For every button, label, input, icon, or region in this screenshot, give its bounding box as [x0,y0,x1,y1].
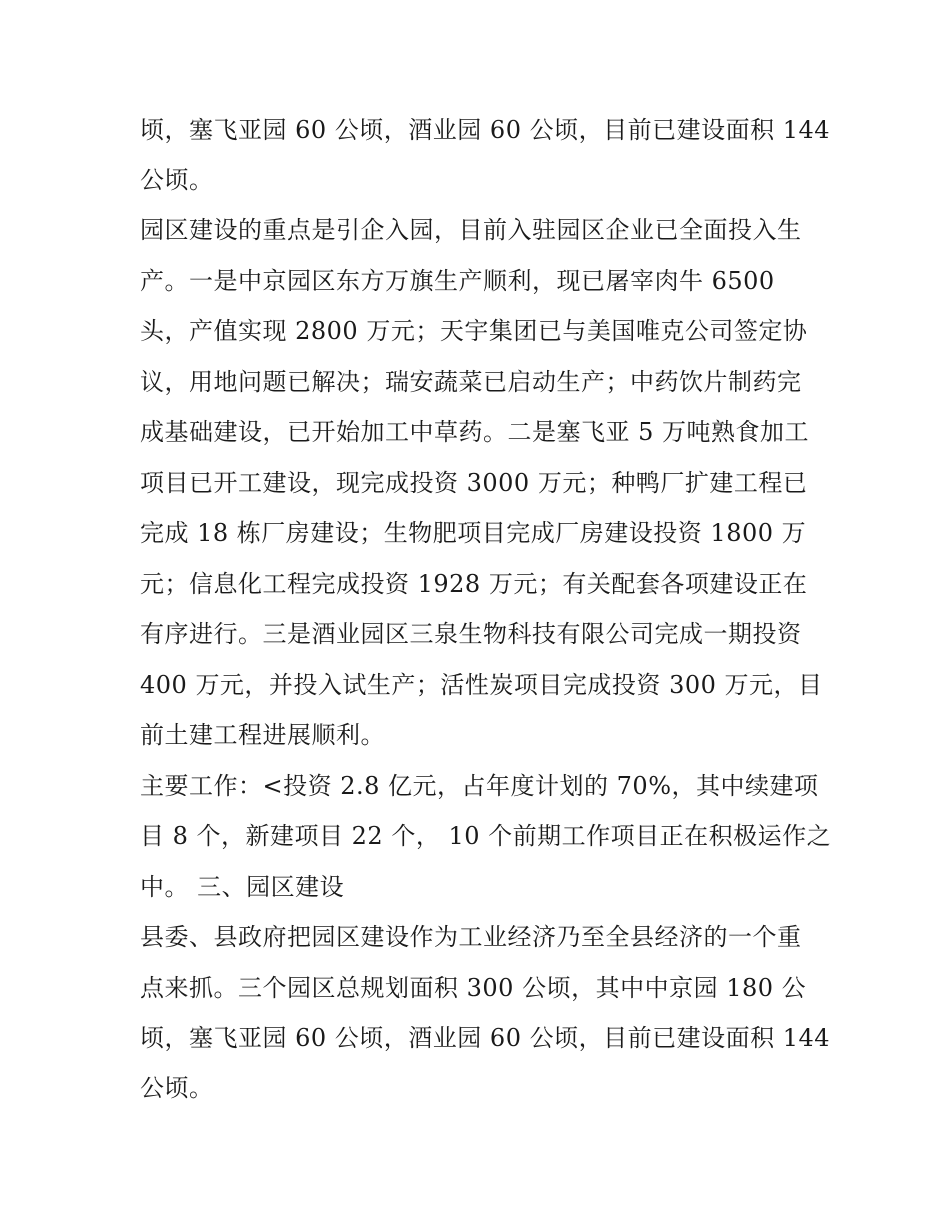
text-line: 公顷。 [140,166,214,194]
text-line: 县委、县政府把园区建设作为工业经济乃至全县经济的一个重 [140,923,802,951]
text-line: 主要工作：<投资 2.8 亿元，占年度计划的 70%，其中续建项 [140,772,819,800]
text-line: 成基础建设，已开始加工中草药。二是塞飞亚 5 万吨熟食加工 [140,418,810,446]
text-line: 头，产值实现 2800 万元；天宇集团已与美国唯克公司签定协 [140,317,808,345]
text-line: 元；信息化工程完成投资 1928 万元；有关配套各项建设正在 [140,570,808,598]
text-line: 顷，塞飞亚园 60 公顷，酒业园 60 公顷，目前已建设面积 144 [140,116,831,144]
text-line: 前土建工程进展顺利。 [140,721,385,749]
text-line: 公顷。 [140,1074,214,1102]
text-line: 项目已开工建设，现完成投资 3000 万元；种鸭厂扩建工程已 [140,469,808,497]
text-line: 目 8 个，新建项目 22 个， 10 个前期工作项目正在积极运作之 [140,822,832,850]
text-line: 产。一是中京园区东方万旗生产顺利，现已屠宰肉牛 6500 [140,267,775,295]
text-line: 顷，塞飞亚园 60 公顷，酒业园 60 公顷，目前已建设面积 144 [140,1024,831,1052]
text-line: 有序进行。三是酒业园区三泉生物科技有限公司完成一期投资 [140,620,802,648]
text-line: 议，用地问题已解决；瑞安蔬菜已启动生产；中药饮片制药完 [140,368,802,396]
text-line: 400 万元，并投入试生产；活性炭项目完成投资 300 万元，目 [140,671,823,699]
text-line: 点来抓。三个园区总规划面积 300 公顷，其中中京园 180 公 [140,974,807,1002]
text-line: 完成 18 栋厂房建设；生物肥项目完成厂房建设投资 1800 万 [140,519,807,547]
text-line: 中。 三、园区建设 [140,873,345,901]
text-line: 园区建设的重点是引企入园，目前入驻园区企业已全面投入生 [140,216,802,244]
